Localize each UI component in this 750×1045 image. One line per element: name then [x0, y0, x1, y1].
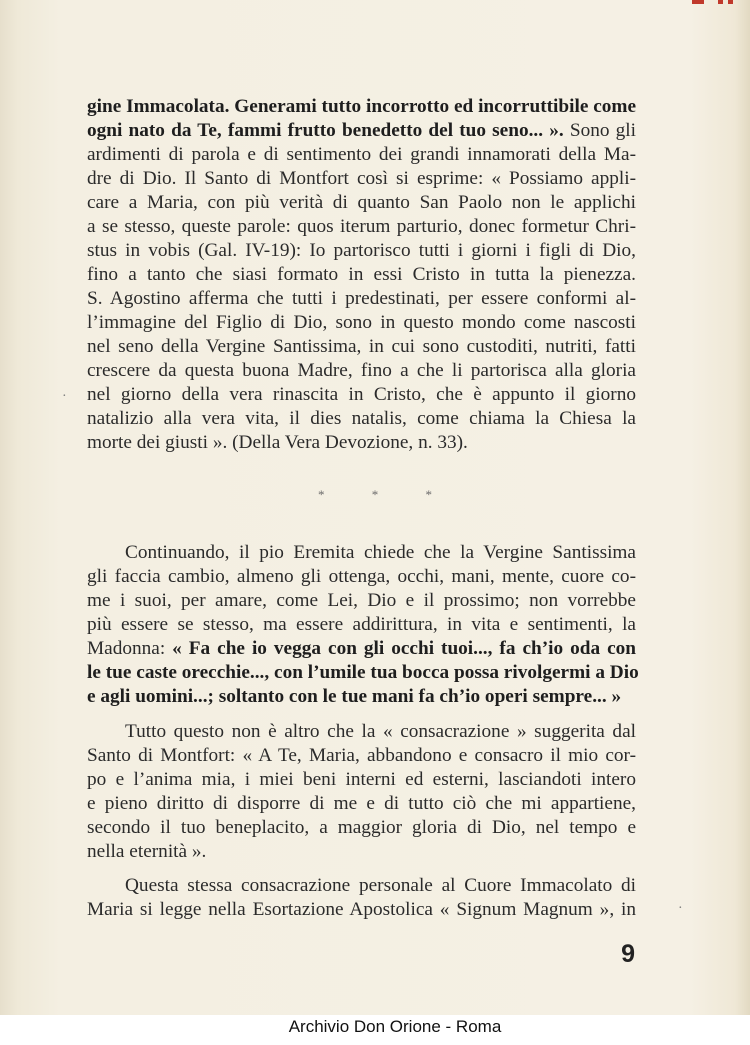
- text-line: [87, 661, 639, 685]
- text-line: [87, 407, 636, 431]
- text-line: [87, 95, 636, 119]
- text-run: e pieno diritto di disporre di me e di tutto ciò che mi appartiene,: [87, 793, 636, 814]
- text-run: gli faccia cambio, almeno gli ottenga, occhi, mani, mente, cuore co-: [87, 566, 636, 587]
- text-line: [87, 768, 636, 792]
- text-run: nel giorno della vera rinascita in Cristo, che è appunto il giorno: [87, 384, 636, 405]
- text-line: [87, 335, 636, 359]
- margin-speck: ·: [62, 389, 67, 404]
- paragraph-2: [87, 541, 639, 709]
- text-run: Maria si legge nella Esortazione Apostolica « Signum Magnum », in: [87, 899, 636, 920]
- text-line: [87, 541, 636, 565]
- bold-text-run: « Fa che io vegga con gli occhi tuoi..., fa ch’io oda con: [172, 638, 636, 659]
- text-line: [87, 874, 636, 898]
- paragraph-1: [87, 95, 636, 455]
- paragraph-3: [87, 720, 636, 864]
- text-line: [87, 263, 636, 287]
- text-run: Continuando, il pio Eremita chiede che la Vergine Santissima: [125, 542, 636, 563]
- text-line: [87, 311, 636, 335]
- red-corner-mark: [692, 0, 742, 5]
- text-line: [87, 143, 636, 167]
- bold-text-run: e agli uomini...; soltanto con le tue mani fa ch’io operi sempre... »: [87, 686, 622, 707]
- archive-caption: Archivio Don Orione - Roma: [288, 1017, 502, 1036]
- text-run: dre di Dio. Il Santo di Montfort così si esprime: « Possiamo appli-: [87, 168, 636, 189]
- text-run: fino a tanto che siasi formato in essi Cristo in tutta la pienezza.: [87, 264, 636, 285]
- text-run: natalizio alla vera vita, il dies natalis, come chiama la Chiesa la: [87, 408, 636, 429]
- text-line: [87, 431, 636, 455]
- text-line: [87, 215, 636, 239]
- text-line: [87, 359, 636, 383]
- text-run: me i suoi, per amare, come Lei, Dio e il prossimo; non vorrebbe: [87, 590, 636, 611]
- text-run: a se stesso, queste parole: quos iterum parturio, donec formetur Chri-: [87, 216, 636, 237]
- text-run: Tutto questo non è altro che la « consacrazione » suggerita dal: [125, 721, 636, 742]
- section-separator: * * *: [318, 487, 454, 502]
- bold-text-run: gine Immacolata. Generami tutto incorrotto ed incorruttibile come: [87, 96, 637, 117]
- bold-text-run: ogni nato da Te, fammi frutto benedetto del tuo seno... ».: [87, 120, 564, 141]
- text-line: [87, 119, 636, 143]
- text-run: nella eternità ».: [87, 841, 207, 862]
- text-run: Questa stessa consacrazione personale al Cuore Immacolato di: [125, 875, 636, 896]
- text-run: S. Agostino afferma che tutti i predestinati, per essere conformi al-: [87, 288, 636, 309]
- text-line: [87, 898, 636, 922]
- text-run: Madonna:: [87, 638, 173, 659]
- bold-text-run: le tue caste orecchie..., con l’umile tua bocca possa rivolgermi a Dio: [87, 662, 639, 683]
- text-run: Santo di Montfort: « A Te, Maria, abbandono e consacro il mio cor-: [87, 745, 636, 766]
- text-run: nel seno della Vergine Santissima, in cui sono custoditi, nutriti, fatti: [87, 336, 636, 357]
- text-run: l’immagine del Figlio di Dio, sono in questo mondo come nascosti: [87, 312, 636, 333]
- text-run: più essere se stesso, ma essere addirittura, in vita e sentimenti, la: [87, 614, 636, 635]
- text-line: [87, 383, 636, 407]
- text-run: care a Maria, con più verità di quanto San Paolo non le applichi: [87, 192, 636, 213]
- text-run: ardimenti di parola e di sentimento dei grandi innamorati della Ma-: [87, 144, 636, 165]
- text-line: [87, 840, 636, 864]
- archive-footer: [0, 1015, 750, 1045]
- margin-speck: ·: [678, 901, 683, 916]
- text-line: [87, 191, 636, 215]
- text-line: [87, 685, 636, 709]
- text-line: [87, 613, 636, 637]
- text-run: Sono gli: [563, 120, 637, 141]
- page-number: 9: [621, 940, 635, 968]
- paragraph-4: [87, 874, 636, 922]
- text-line: [87, 287, 636, 311]
- text-run: po e l’anima mia, i miei beni interni ed esterni, lasciandoti intero: [87, 769, 636, 790]
- text-line: [87, 167, 636, 191]
- text-run: crescere da questa buona Madre, fino a che li partorisca alla gloria: [87, 360, 636, 381]
- text-line: [87, 637, 636, 661]
- text-line: [87, 589, 636, 613]
- text-line: [87, 565, 636, 589]
- text-run: secondo il tuo beneplacito, a maggior gloria di Dio, nel tempo e: [87, 817, 636, 838]
- text-line: [87, 816, 636, 840]
- text-line: [87, 744, 636, 768]
- text-line: [87, 720, 636, 744]
- text-run: morte dei giusti ». (Della Vera Devozione, n. 33).: [87, 432, 468, 453]
- text-line: [87, 239, 636, 263]
- text-line: [87, 792, 636, 816]
- text-run: stus in vobis (Gal. IV-19): Io partorisco tutti i giorni i figli di Dio,: [87, 240, 636, 261]
